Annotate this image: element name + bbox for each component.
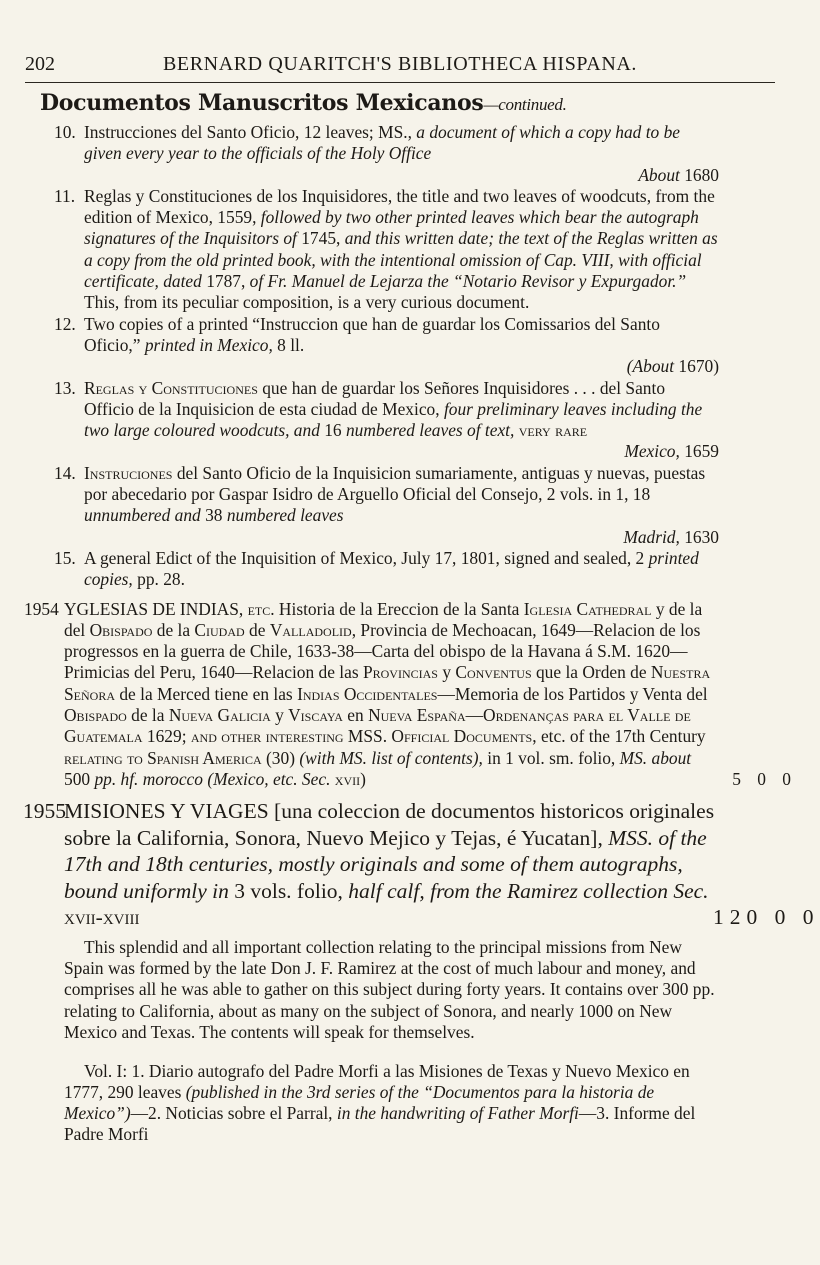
volume-contents — [64, 1061, 719, 1146]
catalogue-entry — [24, 598, 797, 791]
text-run: Ciudad — [194, 619, 245, 640]
text-run: MISIONES Y VIAGES [una coleccion de documentos historicos originales sobre la California, Sonora, Nuevo Mejico y Tejas, é Yucatan], — [64, 799, 715, 850]
text-run: Mexico, — [624, 441, 680, 462]
text-run: A general Edict of the Inquisition of Mexico, July 17, 1801, signed and sealed, 2 — [84, 547, 649, 568]
text-run: y — [270, 705, 289, 726]
text-run: Iglesia Cathedral — [523, 598, 652, 619]
text-run: 16 — [319, 420, 346, 441]
entry-number: 1955 — [23, 799, 66, 824]
text-run: de la Merced tiene en las — [115, 683, 298, 704]
text-run: Madrid, — [623, 526, 680, 547]
text-run: and other interesting — [190, 726, 344, 747]
sub-item — [54, 185, 719, 314]
text-run: (About — [626, 356, 675, 377]
text-run: etc. — [247, 598, 275, 619]
sub-item — [54, 377, 719, 463]
text-run: and this written date; the text of the Reglas written as a copy from the old printed book, with the intentional omission of Cap. VIII, with official certificate, dated — [84, 228, 718, 292]
text-run: 38 — [200, 505, 227, 526]
sub-item-note: This, from its peculiar composition, is a very curious document. — [84, 292, 530, 313]
sub-item — [54, 313, 719, 378]
text-run: que la Orden de — [531, 662, 651, 683]
text-run: followed by two other printed leaves which bear the autograph signatures of the Inquisitors of — [84, 207, 699, 249]
sub-item-imprint — [84, 441, 719, 462]
text-run: Reglas y Constituciones de los Inquisidores, the title and two leaves of woodcuts, from the edition of Mexico, 1559, — [84, 185, 715, 228]
text-run: 1745, — [296, 228, 345, 249]
text-run: very rare — [518, 420, 588, 441]
text-run: About — [638, 164, 680, 185]
text-run: MSS. — [343, 726, 392, 747]
text-run: pp. hf. morocco — [94, 768, 203, 789]
text-run: 500 — [64, 768, 95, 789]
running-title: BERNARD QUARITCH'S BIBLIOTHECA HISPANA. — [162, 53, 638, 75]
text-run: en — [342, 705, 369, 726]
text-run: Sec. — [673, 878, 709, 903]
text-run: 1659 — [679, 441, 719, 462]
text-run: xvii) — [334, 768, 366, 789]
text-run: 3 vols. folio, — [228, 878, 349, 903]
text-run: Vol. I: 1. Diario autografo del Padre Morfi a las Misiones de Texas y Nuevo Mexico en 1777, 290 leaves — [64, 1060, 690, 1102]
text-run: numbered leaves of text, — [345, 420, 515, 441]
text-run: printed copies, — [84, 547, 699, 590]
sub-item-text — [84, 314, 719, 378]
sub-item — [54, 122, 719, 186]
text-run: half calf, from the Ramirez collection — [348, 878, 668, 903]
text-run: a document of which a copy had to be given every year to the officials of the Holy Office — [84, 122, 681, 164]
section-title-text: Documentos Manuscritos Mexicanos — [40, 90, 484, 116]
text-run: Obispado — [64, 705, 127, 726]
sub-item — [54, 462, 719, 548]
text-run: de la — [152, 619, 195, 640]
text-run: MSS. of the — [608, 825, 707, 850]
sub-item-list — [0, 122, 800, 591]
text-run: Indias Occidentales — [297, 683, 438, 704]
entry-text — [64, 798, 719, 931]
text-run: Viscaya — [288, 705, 343, 726]
text-run: 1629; — [142, 726, 191, 747]
section-title — [40, 90, 567, 116]
text-run: of Fr. Manuel de Lejarza the “Notario Revisor y Expurgador.” — [249, 271, 687, 292]
text-run: y de la del — [64, 598, 703, 640]
entry-number: 1954 — [24, 598, 59, 619]
text-run: etc. of the 17th Century — [536, 726, 706, 747]
text-run: que han de guardar los Señores Inquisidores . . . del Santo Officio de la Inquisicion de esta ciudad de Mexico, — [84, 377, 666, 419]
catalogue-entry — [23, 798, 820, 931]
sub-item-number: 12. — [54, 313, 76, 334]
text-run: relating to Spanish America — [64, 747, 262, 768]
text-run: Provincia de Mechoacan, 1649—Relacion de los progressos en la guerra de Chile, 1633-38—Carta del obispo de la Havana á S.M. 1620—Primicias del Peru, 1640—Relacion de las — [64, 619, 701, 683]
text-run: MS. about — [619, 747, 692, 768]
text-run: Nueva Galicia — [168, 705, 271, 726]
sub-item-number: 13. — [54, 377, 76, 398]
text-run: —2. Noticias sobre el Parral, — [130, 1103, 337, 1124]
entry-list — [0, 598, 820, 931]
text-run: 1680 — [679, 164, 719, 185]
text-run: 17th and 18th centuries, mostly originals and some of them autographs, bound uniformly in — [64, 852, 683, 903]
text-run: Ordenanças para el Valle de Guatemala — [64, 705, 691, 747]
text-run: printed in Mexico, — [144, 334, 273, 355]
text-run: Reglas y Constituciones — [84, 377, 258, 398]
sub-item-text — [84, 463, 719, 548]
sub-item-imprint — [84, 165, 719, 186]
text-run: (30) — [261, 747, 300, 768]
text-run: in the handwriting of Father Morfi — [336, 1103, 579, 1124]
text-run: — — [465, 705, 484, 726]
entry-text — [64, 599, 719, 791]
sub-item-text — [84, 122, 719, 186]
text-run: Official Documents, — [391, 726, 537, 747]
text-run: 1630 — [679, 526, 719, 547]
sub-item-text — [84, 378, 719, 463]
sub-item — [54, 547, 719, 591]
entry-price: 120 0 0 — [713, 905, 820, 930]
sub-item-number: 15. — [54, 547, 76, 568]
catalogue-body — [0, 122, 820, 1163]
sub-item-number: 10. — [54, 122, 76, 142]
text-run: y — [437, 662, 456, 683]
sub-item-number: 11. — [54, 185, 76, 206]
page-number: 202 — [25, 53, 55, 75]
text-run: in 1 vol. sm. folio, — [482, 747, 620, 768]
text-run: Two copies of a printed “Instruccion que han de guardar los Comissarios del Santo Oficio,” — [84, 313, 660, 355]
text-run: del Santo Oficio de la Inquisicion sumariamente, antiguas y nuevas, puestas por abecedario por Gaspar Isidro de Arguello Oficial del Consejo, 2 vols. in 1, 18 — [84, 462, 706, 505]
text-run: pp. 28. — [132, 569, 185, 590]
text-run: Instruciones — [84, 462, 173, 483]
running-head — [25, 53, 775, 81]
sub-item-text — [84, 186, 719, 292]
sub-item-number: 14. — [54, 462, 76, 483]
sub-item-imprint — [84, 356, 719, 377]
text-run: numbered leaves — [226, 505, 344, 526]
text-run: Conventus — [455, 662, 532, 683]
entry-price: 5 0 0 — [732, 768, 797, 789]
text-run: YGLESIAS DE INDIAS, — [64, 598, 248, 619]
text-run: 1787, — [201, 271, 250, 292]
text-run: unnumbered and — [84, 505, 201, 526]
text-run: —Memoria de los Partidos y Venta del — [437, 683, 708, 704]
sub-item-text — [84, 548, 719, 591]
header-rule — [25, 82, 775, 83]
text-run: Valladolid, — [269, 619, 357, 640]
text-run: Historia de la Ereccion de la Santa — [274, 598, 524, 619]
text-run: de la — [126, 705, 169, 726]
text-run: Instrucciones del Santo Oficio, 12 leaves; MS., — [84, 122, 417, 142]
text-run: 8 ll. — [272, 334, 305, 355]
collection-description: This splendid and all important collection relating to the principal missions from New Spain was formed by the late Don J. F. Ramirez at the cost of much labour and money, and comprises all he was able to gather on this subject during forty years. It contains over 300 pp. relating to California, about as many on the subject of Sonora, and nearly 1000 on New Mexico and Texas. The contents will speak for themselves. — [64, 936, 715, 1042]
text-run: (published in the 3rd series of the “Documentos para la historia de Mexico”) — [64, 1081, 655, 1124]
text-run: Nuestra Señora — [64, 662, 711, 704]
text-run: —3. Informe del Padre Morfi — [64, 1103, 696, 1145]
sub-item-imprint — [84, 527, 719, 548]
text-run: 1670) — [674, 356, 719, 377]
text-run: Obispado — [89, 619, 153, 640]
text-run: xvii-xviii — [64, 905, 140, 930]
text-run: four preliminary leaves including the two large coloured woodcuts, and — [84, 398, 703, 441]
text-run: de — [244, 619, 270, 640]
text-run: Nueva España — [368, 705, 466, 726]
text-run: (Mexico, etc. Sec. — [207, 768, 331, 789]
text-run: Provincias — [362, 662, 438, 683]
text-run: (with MS. list of contents), — [299, 747, 483, 768]
section-continued: —continued. — [483, 95, 567, 114]
